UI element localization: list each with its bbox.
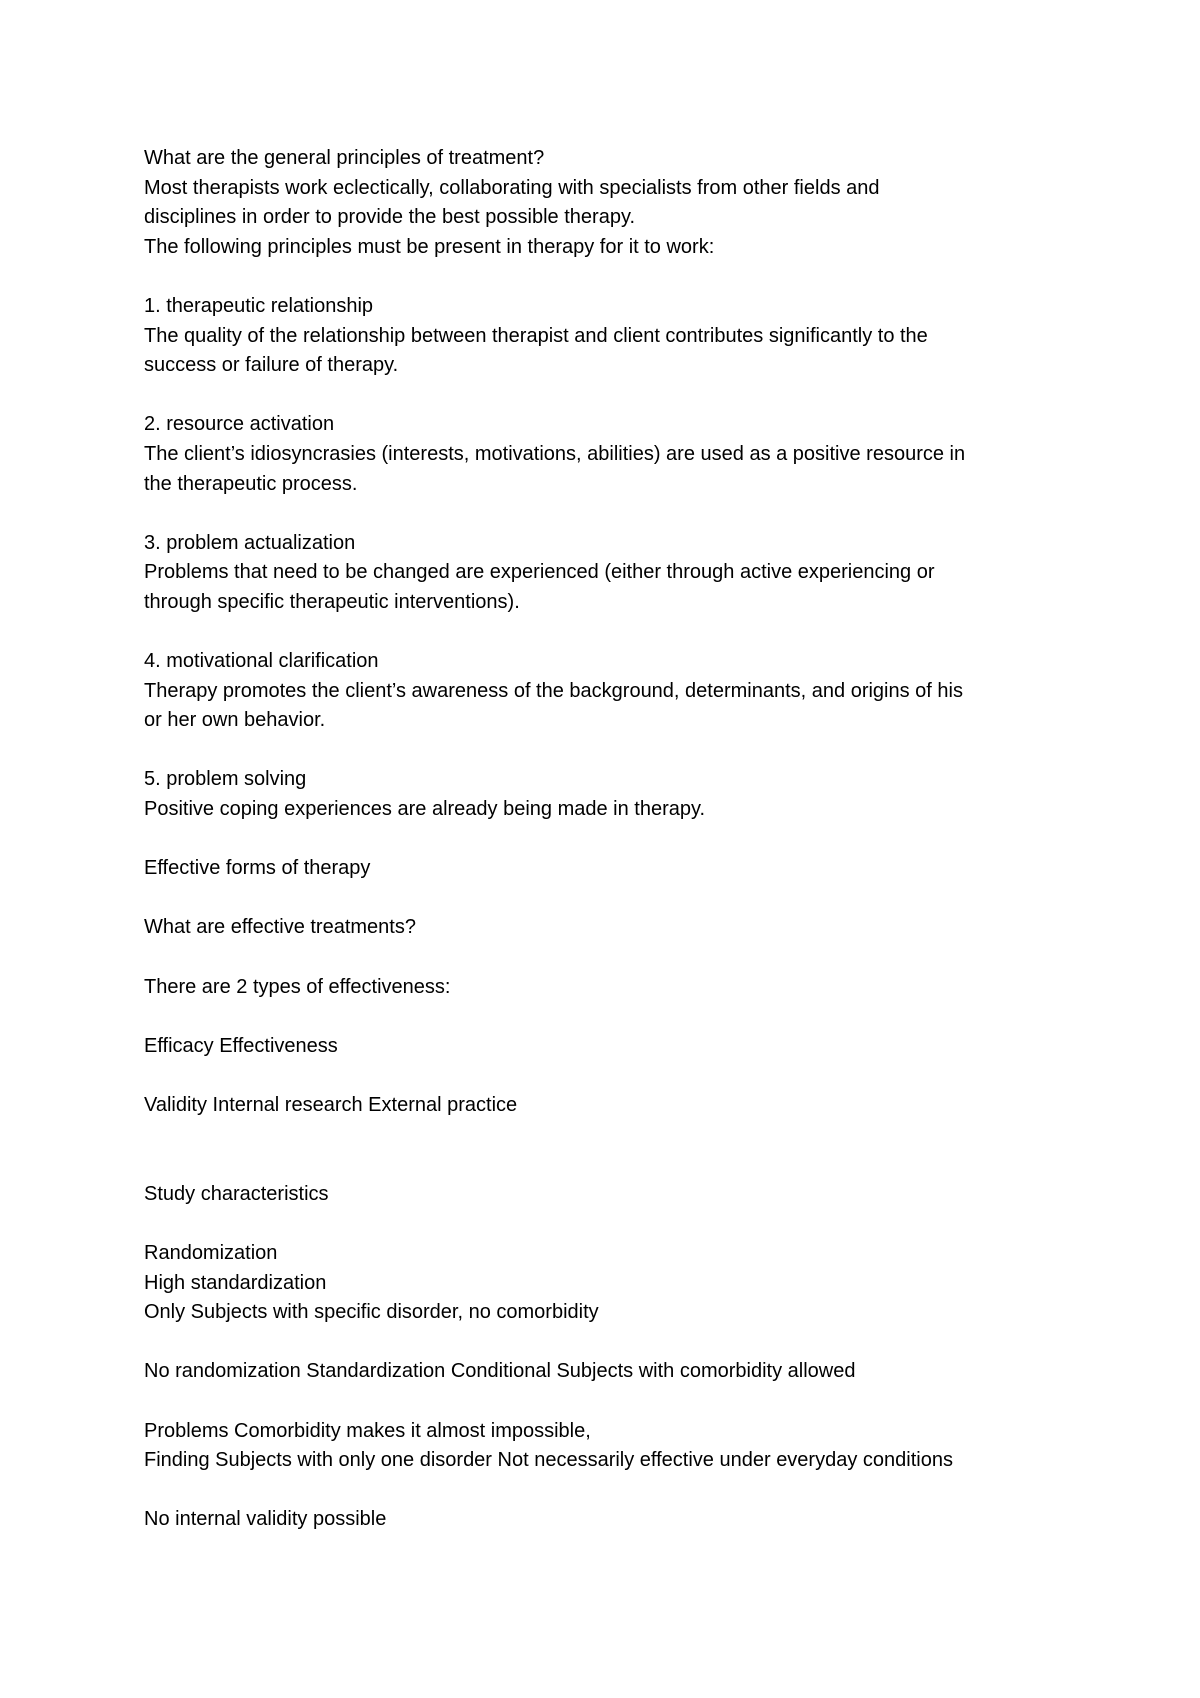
principle-text: The quality of the relationship between therapist and client contributes significantly to the <box>144 324 928 347</box>
study-problems-line: Finding Subjects with only one disorder Not necessarily effective under everyday conditions <box>144 1449 953 1472</box>
spacer <box>144 1387 1064 1417</box>
principle-heading: 4. motivational clarification <box>144 650 379 673</box>
spacer <box>144 884 1064 914</box>
spacer <box>144 1209 1064 1239</box>
spacer <box>144 943 1064 973</box>
spacer <box>144 499 1064 529</box>
intro-line: disciplines in order to provide the best possible therapy. <box>144 206 636 229</box>
validity-row: Validity Internal research External practice <box>144 1094 518 1116</box>
intro-line: Most therapists work eclectically, collaborating with specialists from other fields and <box>144 176 880 199</box>
principle-heading: 2. resource activation <box>144 413 335 436</box>
types-intro: There are 2 types of effectiveness: <box>144 975 451 998</box>
spacer <box>144 1002 1064 1032</box>
principle-text: through specific therapeutic interventions). <box>144 590 520 613</box>
principle-heading: 1. therapeutic relationship <box>144 294 374 317</box>
study-problems-line: Problems Comorbidity makes it almost impossible, <box>144 1419 591 1442</box>
section-heading: Effective forms of therapy <box>144 857 371 880</box>
spacer <box>144 381 1064 411</box>
principle-text: the therapeutic process. <box>144 472 358 495</box>
study-heading: Study characteristics <box>144 1182 329 1205</box>
study-efficacy-line: High standardization <box>144 1271 327 1294</box>
principle-text: Positive coping experiences are already being made in therapy. <box>144 798 706 821</box>
types-row: Efficacy Effectiveness <box>144 1034 338 1057</box>
spacer <box>144 1476 1064 1506</box>
spacer <box>144 736 1064 766</box>
intro-line: The following principles must be present in therapy for it to work: <box>144 235 715 258</box>
principle-text: Therapy promotes the client’s awareness of the background, determinants, and origins of his <box>144 679 963 702</box>
spacer <box>144 262 1064 292</box>
principle-text: success or failure of therapy. <box>144 354 399 377</box>
study-effectiveness-line: No randomization Standardization Conditional Subjects with comorbidity allowed <box>144 1360 856 1383</box>
intro-question: What are the general principles of treatment? <box>144 147 545 169</box>
principle-text: Problems that need to be changed are experienced (either through active experiencing or <box>144 561 935 584</box>
section-question: What are effective treatments? <box>144 916 416 939</box>
spacer <box>144 1061 1064 1091</box>
spacer <box>144 1328 1064 1358</box>
spacer <box>144 825 1064 855</box>
study-efficacy-line: Randomization <box>144 1241 278 1264</box>
study-efficacy-line: Only Subjects with specific disorder, no comorbidity <box>144 1301 599 1324</box>
spacer <box>144 618 1064 648</box>
principle-heading: 5. problem solving <box>144 768 307 791</box>
principle-text: or her own behavior. <box>144 709 326 732</box>
principle-text: The client’s idiosyncrasies (interests, motivations, abilities) are used as a positive resource in <box>144 442 966 465</box>
principle-heading: 3. problem actualization <box>144 531 356 554</box>
document-body <box>144 144 1064 1535</box>
study-closing: No internal validity possible <box>144 1508 387 1531</box>
spacer <box>144 1121 1064 1180</box>
